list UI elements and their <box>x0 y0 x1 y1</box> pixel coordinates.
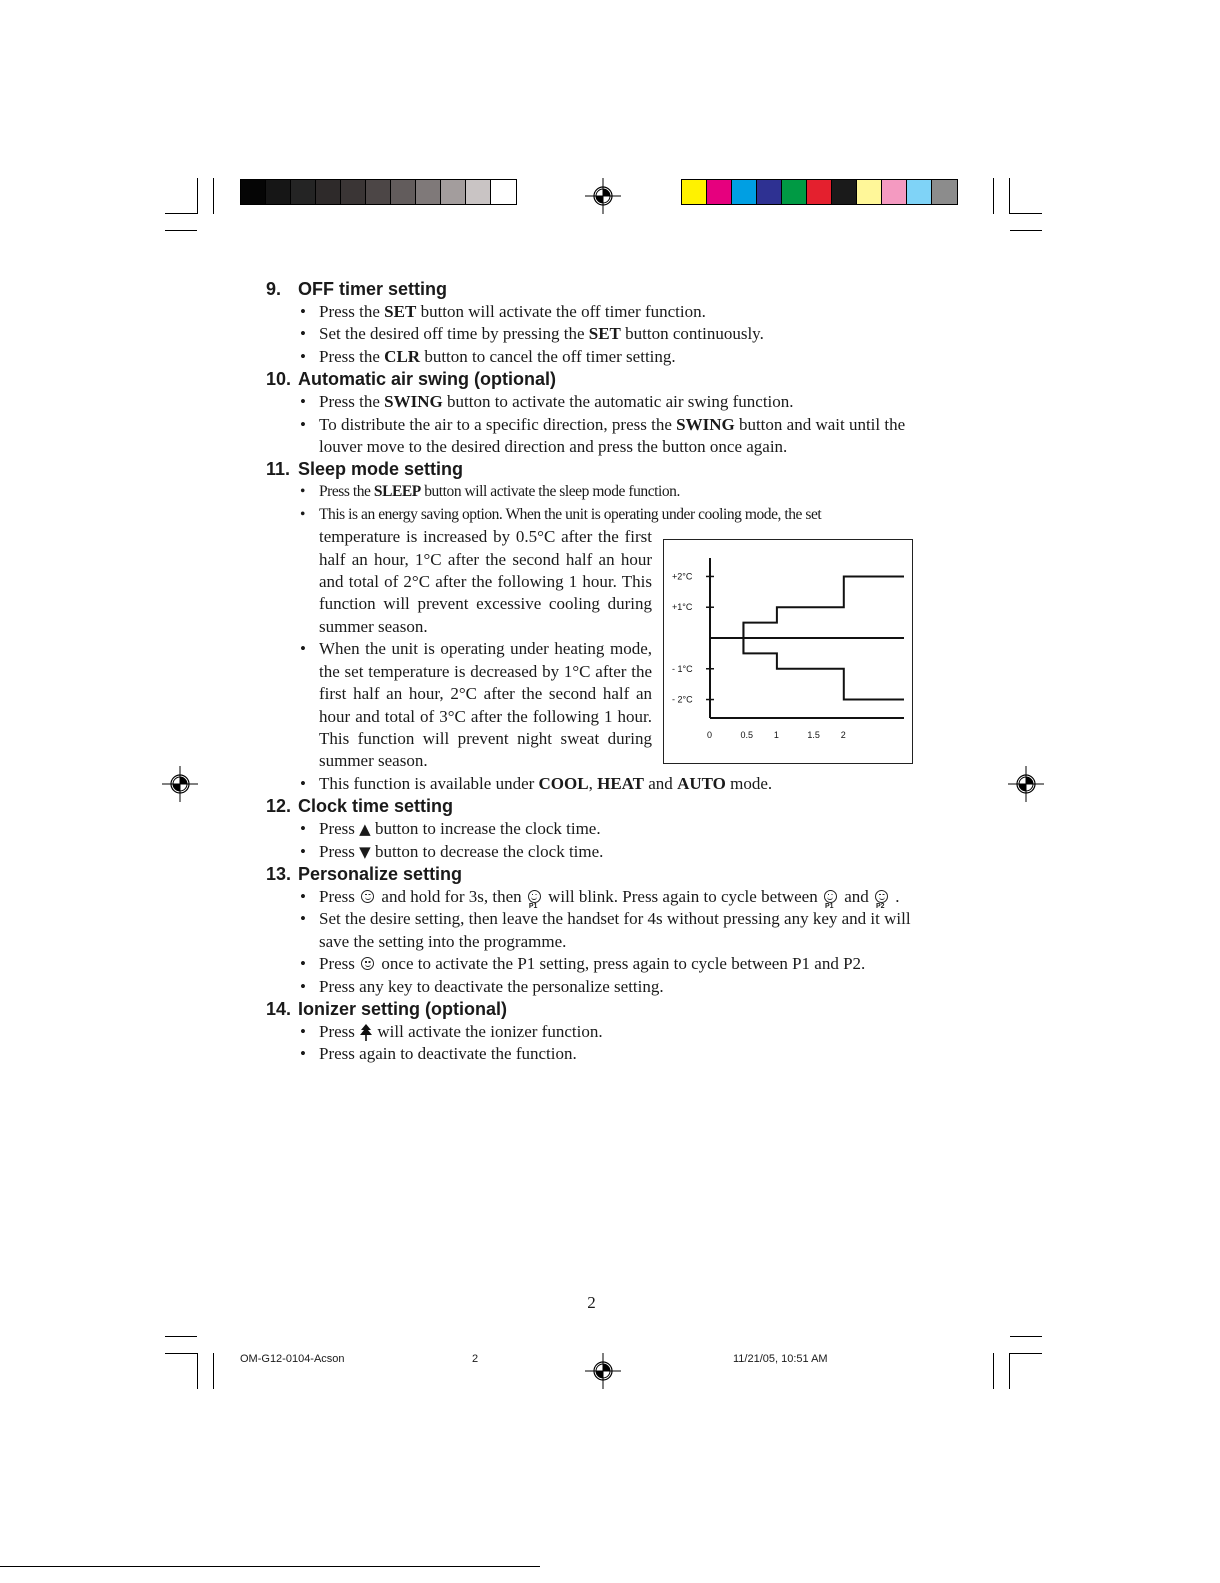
section-title: Ionizer setting (optional) <box>298 998 507 1019</box>
smiley-icon <box>361 890 375 904</box>
bullet-item: • To distribute the air to a specific direction, press the SWING button and wait until the louver move to the desired direction and press the button once again. <box>300 414 906 457</box>
section-title: Sleep mode setting <box>298 459 464 480</box>
bullet-item: • When the unit is operating under heating mode, the set temperature is decreased by 1°C after the first half an hour, 2°C after the second half an hour and total of 3°C after the following 1 hour. This function will prevent night sweat during summer season. <box>300 639 652 771</box>
cooling-step-line <box>743 576 904 653</box>
color-swatch <box>707 180 732 204</box>
heating-step-line <box>743 623 904 700</box>
bullet-glyph: • <box>300 841 306 861</box>
bullet-glyph: • <box>300 1044 306 1064</box>
button-name: SWING <box>384 392 443 412</box>
section-title: Automatic air swing (optional) <box>298 369 557 390</box>
color-swatch <box>466 180 491 204</box>
color-swatch <box>907 180 932 204</box>
color-swatch <box>266 180 291 204</box>
bullet-item: • Press again to deactivate the function. <box>266 1043 918 1065</box>
color-swatch <box>782 180 807 204</box>
process-color-bar <box>681 179 958 205</box>
ionizer-icon <box>359 1023 373 1041</box>
bullet-item: • Press once to activate the P1 setting, press again to cycle between P1 and P2. <box>266 953 918 975</box>
bullet-item: • Press and hold for 3s, then P1 will blink. Press again to cycle between P1 and P2 . <box>300 886 900 910</box>
color-swatch <box>391 180 416 204</box>
bullet-glyph: • <box>300 324 306 344</box>
color-swatch <box>241 180 266 204</box>
button-name: CLR <box>384 346 421 366</box>
color-swatch <box>857 180 882 204</box>
registration-mark-icon <box>585 178 621 214</box>
sleep-mode-chart <box>664 540 914 765</box>
registration-mark-icon <box>1008 766 1044 802</box>
down-triangle-icon: ▼ <box>359 842 371 861</box>
button-name: COOL <box>538 773 589 793</box>
x-tick-label: 2 <box>840 730 846 740</box>
x-tick-label: 0 <box>707 730 713 740</box>
bullet-glyph: • <box>300 392 306 412</box>
bullet-item: • Press the SWING button to activate the automatic air swing function. <box>266 391 918 413</box>
footer-page: 2 <box>472 1353 479 1365</box>
bullet-glyph: • <box>300 886 306 906</box>
section-number: 11. <box>266 459 291 480</box>
button-name: SET <box>384 302 417 321</box>
bullet-glyph: • <box>300 414 306 434</box>
bullet-item: • Press the CLR button to cancel the off timer setting. <box>266 346 918 368</box>
section-heading <box>266 278 918 301</box>
smiley-p1-icon: P1 <box>824 890 838 904</box>
color-swatch <box>757 180 782 204</box>
grayscale-color-bar <box>240 179 517 205</box>
bullet-glyph: • <box>300 976 306 996</box>
bullet-item: • Press will activate the ionizer function. <box>266 1021 918 1043</box>
y-tick-label: +1°C <box>672 602 693 613</box>
bullet-item: • Set the desire setting, then leave the handset for 4s without pressing any key and it will save the setting into the programme. <box>300 909 911 951</box>
smiley-icon <box>361 957 375 971</box>
section-number: 10. <box>266 369 292 390</box>
button-name: HEAT <box>597 773 645 793</box>
footer-file-name: OM-G12-0104-Acson <box>240 1353 345 1365</box>
bullet-item: • Press ▲ button to increase the clock time. <box>266 818 918 840</box>
section-heading <box>266 998 918 1021</box>
y-tick-label: - 2°C <box>672 694 693 705</box>
y-tick-label: +2°C <box>672 571 693 582</box>
color-swatch <box>932 180 957 204</box>
sleep-mode-graph <box>663 539 913 764</box>
bullet-glyph: • <box>300 954 306 974</box>
bullet-item: • Set the desired off time by pressing the SET button continuously. <box>266 323 918 345</box>
section-title: Clock time setting <box>298 796 454 817</box>
bullet-glyph: • <box>300 773 306 793</box>
x-tick-label: 1.5 <box>807 730 820 740</box>
section-heading <box>266 795 918 818</box>
section-title: OFF timer setting <box>298 279 448 299</box>
bullet-glyph: • <box>300 1021 306 1041</box>
color-swatch <box>882 180 907 204</box>
color-swatch <box>732 180 757 204</box>
bullet-item: • Press ▼ button to decrease the clock time. <box>266 841 918 863</box>
bullet-item: • This function is available under COOL, HEAT and AUTO mode. <box>266 773 918 795</box>
bullet-glyph: • <box>300 639 306 659</box>
button-name: SWING <box>676 414 735 434</box>
registration-mark-icon <box>162 766 198 802</box>
button-name: AUTO <box>677 773 726 793</box>
color-swatch <box>341 180 366 204</box>
bullet-item: • Press any key to deactivate the personalize setting. <box>266 976 918 998</box>
color-swatch <box>491 180 516 204</box>
section-title: Personalize setting <box>298 863 463 884</box>
bullet-glyph: • <box>300 505 305 523</box>
section-number: 14. <box>266 998 292 1019</box>
color-swatch <box>682 180 707 204</box>
registration-mark-icon <box>585 1353 621 1389</box>
bullet-glyph: • <box>300 819 306 839</box>
section-heading <box>266 458 918 481</box>
bullet-item: temperature is increased by 0.5°C after the first half an hour, 1°C after the second half an hour and total of 2°C after the following 1 hour. This function will prevent excessive cooling during summer season. <box>319 527 652 636</box>
section-number: 12. <box>266 796 292 817</box>
footer-timestamp: 11/21/05, 10:51 AM <box>733 1353 828 1365</box>
section-heading <box>266 368 918 391</box>
button-name: SET <box>588 324 621 344</box>
bullet-glyph: • <box>300 346 306 366</box>
bullet-item: • This is an energy saving option. When the unit is operating under cooling mode, the set <box>266 504 918 526</box>
bullet-glyph: • <box>300 483 305 501</box>
bullet-item: • Press the SLEEP button will activate the sleep mode function. <box>266 481 918 503</box>
color-swatch <box>366 180 391 204</box>
smiley-p1-icon: P1 <box>528 890 542 904</box>
y-tick-label: - 1°C <box>672 663 693 674</box>
up-triangle-icon: ▲ <box>359 820 371 839</box>
section-heading <box>266 863 918 886</box>
color-swatch <box>291 180 316 204</box>
color-swatch <box>416 180 441 204</box>
smiley-p2-icon: P2 <box>875 890 889 904</box>
button-name: SLEEP <box>373 483 421 501</box>
section-number: 13. <box>266 863 292 884</box>
bullet-glyph: • <box>300 909 306 929</box>
x-tick-label: 1 <box>773 730 779 740</box>
color-swatch <box>807 180 832 204</box>
color-swatch <box>316 180 341 204</box>
x-tick-label: 0.5 <box>740 730 753 740</box>
color-swatch <box>441 180 466 204</box>
color-swatch <box>832 180 857 204</box>
bullet-glyph: • <box>300 302 306 321</box>
bullet-item: • Press the SET button will activate the off timer function. <box>266 301 918 323</box>
page-number: 2 <box>587 1293 596 1312</box>
section-number: 9. <box>266 279 282 299</box>
